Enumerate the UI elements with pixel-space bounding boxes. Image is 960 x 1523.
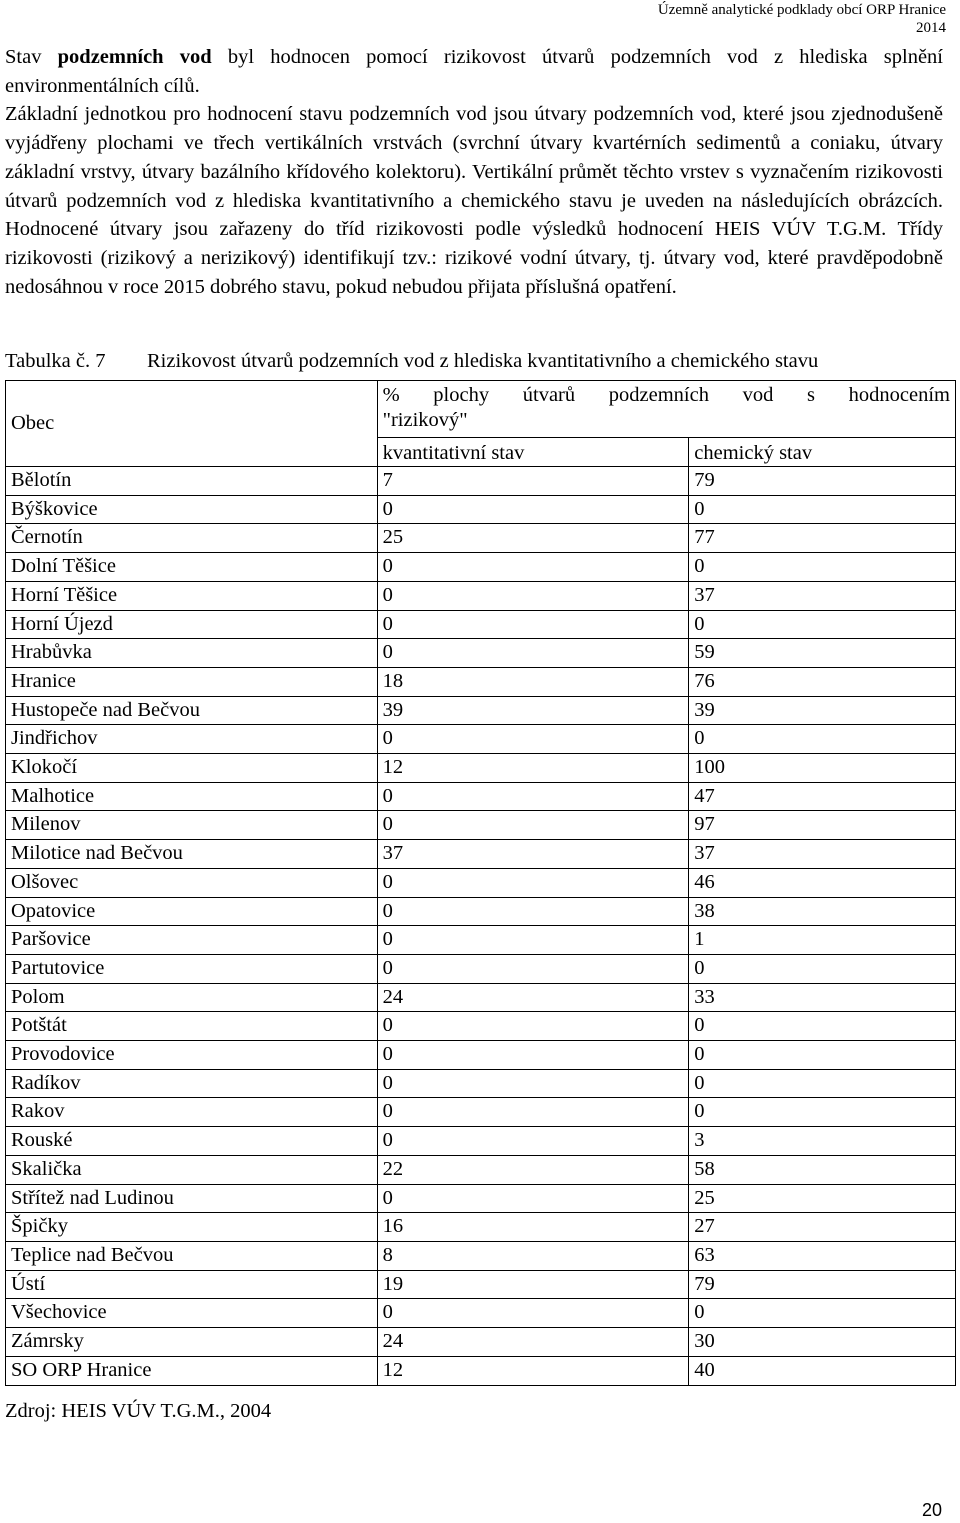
cell-obec: Teplice nad Bečvou [6, 1241, 378, 1270]
cell-obec: SO ORP Hranice [6, 1356, 378, 1385]
table-row [6, 495, 956, 524]
table-row [6, 954, 956, 983]
cell-chem: 0 [689, 495, 956, 524]
table-row [6, 1213, 956, 1242]
cell-chem: 40 [689, 1356, 956, 1385]
table-row [6, 553, 956, 582]
cell-kvant: 0 [377, 1012, 689, 1041]
cell-chem: 46 [689, 868, 956, 897]
cell-chem: 1 [689, 926, 956, 955]
table-row [6, 1328, 956, 1357]
table-row [6, 782, 956, 811]
source-note: Zdroj: HEIS VÚV T.G.M., 2004 [5, 1400, 272, 1422]
table-row [6, 1184, 956, 1213]
cell-kvant: 25 [377, 524, 689, 553]
cell-obec: Hranice [6, 667, 378, 696]
cell-obec: Všechovice [6, 1299, 378, 1328]
cell-obec: Paršovice [6, 926, 378, 955]
table-row [6, 868, 956, 897]
table-caption [5, 347, 818, 375]
paragraph-2: Základní jednotkou pro hodnocení stavu podzemních vod jsou útvary podzemních vod, které jsou zjednodušeně vyjádřeny plochami ve třech vertikálních vrstvách (svrchní útvary kvartérních sedimentů a coniaku, útvary základní vrstvy, útvary bazálního křídového kolektoru). Vertikální průmět těchto vrstev s vyznačením rizikovosti útvarů podzemních vod z hlediska kvantitativního a chemického stavu je uveden na následujících obrázcích. Hodnocené útvary jsou zařazeny do tříd rizikovosti podle výsledků hodnocení HEIS VÚV T.G.M. Třídy rizikovosti (rizikový a nerizikový) identifikují tzv.: rizikové vodní útvary, tj. útvary vod, které pravděpodobně nedosáhnou v roce 2015 dobrého stavu, pokud nebudou přijata příslušná opatření. [5, 103, 943, 298]
cell-obec: Milotice nad Bečvou [6, 840, 378, 869]
cell-chem: 0 [689, 1012, 956, 1041]
cell-chem: 76 [689, 667, 956, 696]
table-row [6, 639, 956, 668]
cell-kvant: 18 [377, 667, 689, 696]
table-row [6, 667, 956, 696]
paragraph-1-bold: podzemních vod [57, 46, 212, 68]
cell-kvant: 24 [377, 983, 689, 1012]
cell-kvant: 16 [377, 1213, 689, 1242]
table-caption-text: Rizikovost útvarů podzemních vod z hlediska kvantitativního a chemického stavu [147, 350, 819, 372]
cell-kvant: 12 [377, 754, 689, 783]
table-row [6, 524, 956, 553]
cell-obec: Radíkov [6, 1069, 378, 1098]
col-header-group-line1: % plochy útvarů podzemních vod s hodnocením [382, 384, 950, 406]
cell-kvant: 12 [377, 1356, 689, 1385]
cell-kvant: 37 [377, 840, 689, 869]
cell-kvant: 7 [377, 467, 689, 496]
cell-chem: 25 [689, 1184, 956, 1213]
cell-kvant: 0 [377, 926, 689, 955]
cell-obec: Hrabůvka [6, 639, 378, 668]
cell-obec: Býškovice [6, 495, 378, 524]
cell-obec: Polom [6, 983, 378, 1012]
cell-chem: 0 [689, 553, 956, 582]
table-row [6, 581, 956, 610]
risk-table [5, 380, 956, 1386]
cell-chem: 0 [689, 610, 956, 639]
table-row [6, 725, 956, 754]
cell-chem: 47 [689, 782, 956, 811]
cell-kvant: 0 [377, 897, 689, 926]
table-row [6, 1127, 956, 1156]
cell-obec: Provodovice [6, 1041, 378, 1070]
col-header-chem: chemický stav [689, 438, 956, 467]
cell-kvant: 0 [377, 610, 689, 639]
cell-chem: 63 [689, 1241, 956, 1270]
cell-kvant: 0 [377, 1127, 689, 1156]
cell-obec: Ústí [6, 1270, 378, 1299]
paragraph-1-end: byl hodnocen pomocí rizikovost útvarů podzemních vod z hlediska splnění environmentálních cílů. [5, 46, 943, 97]
cell-kvant: 0 [377, 581, 689, 610]
cell-obec: Horní Těšice [6, 581, 378, 610]
cell-kvant: 39 [377, 696, 689, 725]
cell-obec: Partutovice [6, 954, 378, 983]
cell-obec: Jindřichov [6, 725, 378, 754]
table-row [6, 467, 956, 496]
header-title: Územně analytické podklady obcí ORP Hranice [657, 2, 946, 18]
cell-chem: 39 [689, 696, 956, 725]
table-row [6, 1299, 956, 1328]
cell-chem: 0 [689, 954, 956, 983]
cell-kvant: 0 [377, 1184, 689, 1213]
cell-chem: 79 [689, 1270, 956, 1299]
cell-chem: 58 [689, 1155, 956, 1184]
paragraph-1 [5, 43, 943, 100]
table-row [6, 1012, 956, 1041]
table-row [6, 897, 956, 926]
header-year: 2014 [916, 20, 946, 36]
cell-chem: 0 [689, 1041, 956, 1070]
cell-obec: Rouské [6, 1127, 378, 1156]
body-text [5, 43, 943, 301]
table-row [6, 1270, 956, 1299]
table-row [6, 1356, 956, 1385]
page-header [606, 1, 946, 37]
cell-kvant: 0 [377, 782, 689, 811]
table-row [6, 754, 956, 783]
cell-obec: Špičky [6, 1213, 378, 1242]
cell-obec: Bělotín [6, 467, 378, 496]
cell-kvant: 19 [377, 1270, 689, 1299]
cell-chem: 97 [689, 811, 956, 840]
cell-chem: 59 [689, 639, 956, 668]
cell-obec: Olšovec [6, 868, 378, 897]
cell-kvant: 22 [377, 1155, 689, 1184]
table-row [6, 811, 956, 840]
cell-obec: Malhotice [6, 782, 378, 811]
cell-obec: Zámrsky [6, 1328, 378, 1357]
cell-chem: 100 [689, 754, 956, 783]
cell-chem: 0 [689, 1098, 956, 1127]
table-row [6, 1241, 956, 1270]
table-row [6, 926, 956, 955]
table-row [6, 696, 956, 725]
cell-kvant: 0 [377, 868, 689, 897]
cell-obec: Klokočí [6, 754, 378, 783]
table-header-row [6, 381, 956, 438]
table-row [6, 610, 956, 639]
table-row [6, 1041, 956, 1070]
cell-chem: 0 [689, 1069, 956, 1098]
cell-obec: Střítež nad Ludinou [6, 1184, 378, 1213]
cell-kvant: 8 [377, 1241, 689, 1270]
cell-chem: 77 [689, 524, 956, 553]
table-row [6, 1155, 956, 1184]
cell-chem: 37 [689, 840, 956, 869]
cell-kvant: 0 [377, 725, 689, 754]
cell-obec: Potštát [6, 1012, 378, 1041]
cell-chem: 0 [689, 725, 956, 754]
page-number: 20 [921, 1500, 942, 1520]
cell-obec: Opatovice [6, 897, 378, 926]
cell-chem: 38 [689, 897, 956, 926]
col-header-group-line2: "rizikový" [382, 409, 468, 431]
cell-chem: 30 [689, 1328, 956, 1357]
cell-chem: 37 [689, 581, 956, 610]
table-row [6, 983, 956, 1012]
cell-chem: 0 [689, 1299, 956, 1328]
cell-kvant: 0 [377, 1069, 689, 1098]
cell-kvant: 0 [377, 495, 689, 524]
table-row [6, 1098, 956, 1127]
cell-obec: Milenov [6, 811, 378, 840]
paragraph-1-start: Stav [5, 46, 58, 68]
cell-kvant: 0 [377, 954, 689, 983]
cell-kvant: 24 [377, 1328, 689, 1357]
cell-chem: 33 [689, 983, 956, 1012]
cell-obec: Hustopeče nad Bečvou [6, 696, 378, 725]
col-header-kvant: kvantitativní stav [377, 438, 689, 467]
cell-obec: Rakov [6, 1098, 378, 1127]
cell-obec: Skalička [6, 1155, 378, 1184]
cell-obec: Dolní Těšice [6, 553, 378, 582]
table-row [6, 840, 956, 869]
col-header-group [377, 381, 955, 438]
col-header-obec: Obec [6, 381, 378, 467]
cell-kvant: 0 [377, 1098, 689, 1127]
cell-kvant: 0 [377, 1041, 689, 1070]
cell-obec: Černotín [6, 524, 378, 553]
cell-chem: 3 [689, 1127, 956, 1156]
cell-obec: Horní Újezd [6, 610, 378, 639]
cell-kvant: 0 [377, 553, 689, 582]
cell-kvant: 0 [377, 1299, 689, 1328]
cell-chem: 27 [689, 1213, 956, 1242]
table-row [6, 1069, 956, 1098]
table-caption-number: Tabulka č. 7 [5, 350, 106, 372]
cell-kvant: 0 [377, 811, 689, 840]
cell-kvant: 0 [377, 639, 689, 668]
cell-chem: 79 [689, 467, 956, 496]
